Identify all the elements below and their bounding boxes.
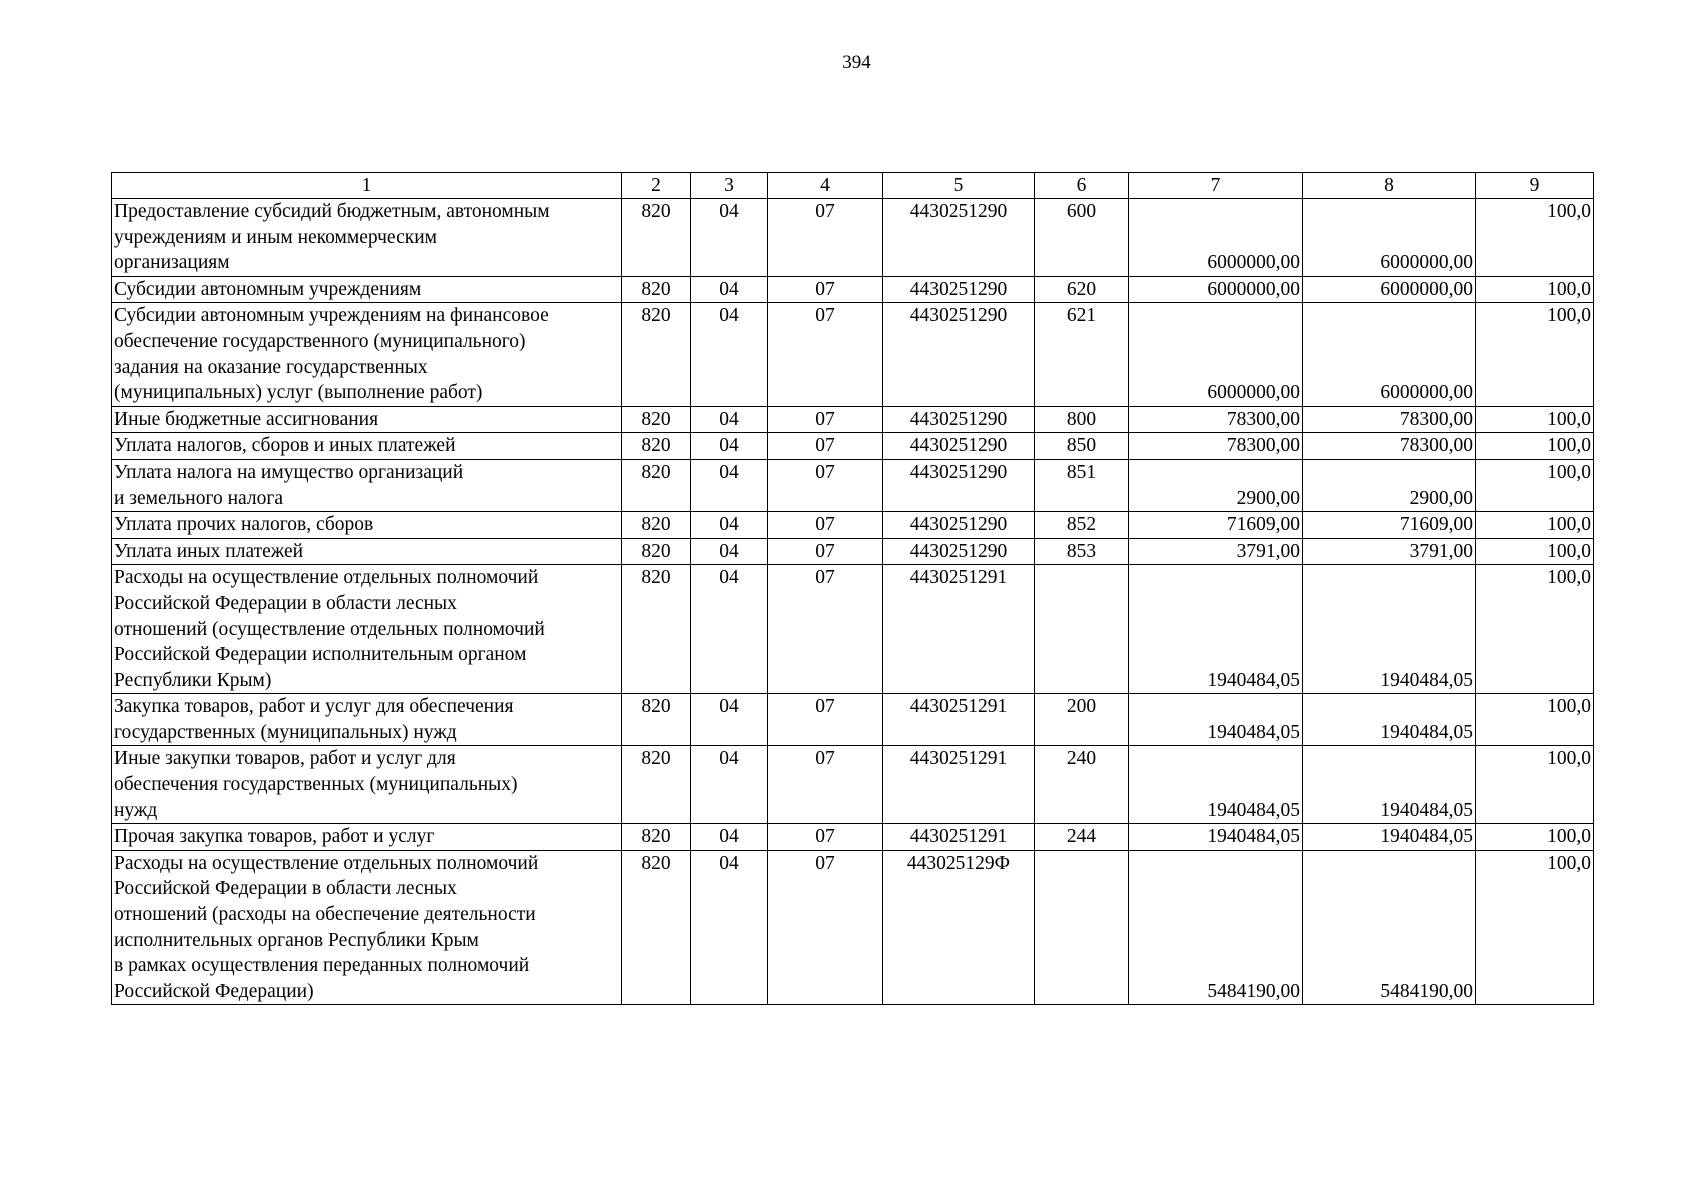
target-article-cell: 443025129Ф bbox=[883, 850, 1035, 1005]
section-code-cell: 04 bbox=[691, 199, 768, 277]
ved-code-cell: 820 bbox=[622, 303, 691, 406]
target-article-cell: 4430251290 bbox=[883, 406, 1035, 433]
row-name-cell: Закупка товаров, работ и услуг для обеспечения государственных (муниципальных) нужд bbox=[112, 694, 622, 746]
execution-percent-cell: 100,0 bbox=[1476, 850, 1594, 1005]
subsection-code-cell: 07 bbox=[768, 538, 883, 565]
table-row bbox=[112, 850, 1594, 1005]
row-name-cell: Субсидии автономным учреждениям на финансовое обеспечение государственного (муниципального) задания на оказание государственных (муниципальных) услуг (выполнение работ) bbox=[112, 303, 622, 406]
executed-amount-cell: 6000000,00 bbox=[1303, 276, 1476, 303]
planned-amount-cell: 1940484,05 bbox=[1129, 694, 1303, 746]
subsection-code-cell: 07 bbox=[768, 433, 883, 460]
column-header: 3 bbox=[691, 173, 768, 199]
target-article-cell: 4430251290 bbox=[883, 276, 1035, 303]
expense-type-cell: 621 bbox=[1035, 303, 1129, 406]
execution-percent-cell: 100,0 bbox=[1476, 303, 1594, 406]
table-row bbox=[112, 824, 1594, 851]
executed-amount-cell: 2900,00 bbox=[1303, 459, 1476, 511]
executed-amount-cell: 78300,00 bbox=[1303, 406, 1476, 433]
target-article-cell: 4430251291 bbox=[883, 746, 1035, 824]
planned-amount-cell: 6000000,00 bbox=[1129, 199, 1303, 277]
row-name-cell: Уплата иных платежей bbox=[112, 538, 622, 565]
table-row bbox=[112, 303, 1594, 406]
planned-amount-cell: 78300,00 bbox=[1129, 406, 1303, 433]
executed-amount-cell: 1940484,05 bbox=[1303, 824, 1476, 851]
table-header-row bbox=[112, 173, 1594, 199]
table-row bbox=[112, 406, 1594, 433]
subsection-code-cell: 07 bbox=[768, 746, 883, 824]
row-name-cell: Уплата налога на имущество организаций и земельного налога bbox=[112, 459, 622, 511]
planned-amount-cell: 5484190,00 bbox=[1129, 850, 1303, 1005]
ved-code-cell: 820 bbox=[622, 276, 691, 303]
planned-amount-cell: 1940484,05 bbox=[1129, 824, 1303, 851]
expense-type-cell: 244 bbox=[1035, 824, 1129, 851]
section-code-cell: 04 bbox=[691, 694, 768, 746]
section-code-cell: 04 bbox=[691, 276, 768, 303]
expense-type-cell: 851 bbox=[1035, 459, 1129, 511]
section-code-cell: 04 bbox=[691, 303, 768, 406]
ved-code-cell: 820 bbox=[622, 199, 691, 277]
row-name-cell: Субсидии автономным учреждениям bbox=[112, 276, 622, 303]
planned-amount-cell: 1940484,05 bbox=[1129, 746, 1303, 824]
column-header: 9 bbox=[1476, 173, 1594, 199]
ved-code-cell: 820 bbox=[622, 694, 691, 746]
executed-amount-cell: 1940484,05 bbox=[1303, 565, 1476, 694]
row-name-cell: Прочая закупка товаров, работ и услуг bbox=[112, 824, 622, 851]
executed-amount-cell: 6000000,00 bbox=[1303, 199, 1476, 277]
section-code-cell: 04 bbox=[691, 850, 768, 1005]
row-name-cell: Предоставление субсидий бюджетным, автономным учреждениям и иным некоммерческим организациям bbox=[112, 199, 622, 277]
target-article-cell: 4430251290 bbox=[883, 459, 1035, 511]
target-article-cell: 4430251291 bbox=[883, 824, 1035, 851]
subsection-code-cell: 07 bbox=[768, 276, 883, 303]
table-row bbox=[112, 276, 1594, 303]
planned-amount-cell: 71609,00 bbox=[1129, 512, 1303, 539]
target-article-cell: 4430251290 bbox=[883, 538, 1035, 565]
expense-type-cell: 853 bbox=[1035, 538, 1129, 565]
expense-type-cell: 600 bbox=[1035, 199, 1129, 277]
executed-amount-cell: 3791,00 bbox=[1303, 538, 1476, 565]
subsection-code-cell: 07 bbox=[768, 850, 883, 1005]
executed-amount-cell: 6000000,00 bbox=[1303, 303, 1476, 406]
target-article-cell: 4430251290 bbox=[883, 303, 1035, 406]
subsection-code-cell: 07 bbox=[768, 512, 883, 539]
ved-code-cell: 820 bbox=[622, 433, 691, 460]
planned-amount-cell: 6000000,00 bbox=[1129, 276, 1303, 303]
column-header: 2 bbox=[622, 173, 691, 199]
planned-amount-cell: 3791,00 bbox=[1129, 538, 1303, 565]
table-row bbox=[112, 199, 1594, 277]
expense-type-cell bbox=[1035, 850, 1129, 1005]
target-article-cell: 4430251291 bbox=[883, 565, 1035, 694]
ved-code-cell: 820 bbox=[622, 512, 691, 539]
column-header: 6 bbox=[1035, 173, 1129, 199]
expense-type-cell: 800 bbox=[1035, 406, 1129, 433]
execution-percent-cell: 100,0 bbox=[1476, 565, 1594, 694]
section-code-cell: 04 bbox=[691, 746, 768, 824]
budget-table bbox=[111, 172, 1594, 1005]
planned-amount-cell: 1940484,05 bbox=[1129, 565, 1303, 694]
expense-type-cell: 620 bbox=[1035, 276, 1129, 303]
table-row bbox=[112, 512, 1594, 539]
table-row bbox=[112, 694, 1594, 746]
section-code-cell: 04 bbox=[691, 824, 768, 851]
ved-code-cell: 820 bbox=[622, 824, 691, 851]
execution-percent-cell: 100,0 bbox=[1476, 538, 1594, 565]
target-article-cell: 4430251290 bbox=[883, 433, 1035, 460]
expense-type-cell: 240 bbox=[1035, 746, 1129, 824]
execution-percent-cell: 100,0 bbox=[1476, 433, 1594, 460]
execution-percent-cell: 100,0 bbox=[1476, 694, 1594, 746]
target-article-cell: 4430251290 bbox=[883, 512, 1035, 539]
subsection-code-cell: 07 bbox=[768, 406, 883, 433]
table-row bbox=[112, 565, 1594, 694]
expense-type-cell: 200 bbox=[1035, 694, 1129, 746]
planned-amount-cell: 6000000,00 bbox=[1129, 303, 1303, 406]
section-code-cell: 04 bbox=[691, 565, 768, 694]
execution-percent-cell: 100,0 bbox=[1476, 746, 1594, 824]
row-name-cell: Расходы на осуществление отдельных полномочий Российской Федерации в области лесных отношений (расходы на обеспечение деятельности исполнительных органов Республики Крым в рамках осуществления переданных полномочий Российской Федерации) bbox=[112, 850, 622, 1005]
execution-percent-cell: 100,0 bbox=[1476, 276, 1594, 303]
ved-code-cell: 820 bbox=[622, 459, 691, 511]
expense-type-cell bbox=[1035, 565, 1129, 694]
executed-amount-cell: 5484190,00 bbox=[1303, 850, 1476, 1005]
execution-percent-cell: 100,0 bbox=[1476, 406, 1594, 433]
target-article-cell: 4430251290 bbox=[883, 199, 1035, 277]
ved-code-cell: 820 bbox=[622, 406, 691, 433]
table-row bbox=[112, 459, 1594, 511]
table-row bbox=[112, 746, 1594, 824]
subsection-code-cell: 07 bbox=[768, 565, 883, 694]
row-name-cell: Расходы на осуществление отдельных полномочий Российской Федерации в области лесных отношений (осуществление отдельных полномочий Российской Федерации исполнительным органом Республики Крым) bbox=[112, 565, 622, 694]
execution-percent-cell: 100,0 bbox=[1476, 512, 1594, 539]
table-row bbox=[112, 538, 1594, 565]
row-name-cell: Иные закупки товаров, работ и услуг для обеспечения государственных (муниципальных) нужд bbox=[112, 746, 622, 824]
subsection-code-cell: 07 bbox=[768, 694, 883, 746]
ved-code-cell: 820 bbox=[622, 538, 691, 565]
subsection-code-cell: 07 bbox=[768, 459, 883, 511]
expense-type-cell: 852 bbox=[1035, 512, 1129, 539]
planned-amount-cell: 2900,00 bbox=[1129, 459, 1303, 511]
section-code-cell: 04 bbox=[691, 406, 768, 433]
column-header: 5 bbox=[883, 173, 1035, 199]
executed-amount-cell: 1940484,05 bbox=[1303, 694, 1476, 746]
ved-code-cell: 820 bbox=[622, 850, 691, 1005]
table-row bbox=[112, 433, 1594, 460]
executed-amount-cell: 78300,00 bbox=[1303, 433, 1476, 460]
ved-code-cell: 820 bbox=[622, 746, 691, 824]
column-header: 1 bbox=[112, 173, 622, 199]
target-article-cell: 4430251291 bbox=[883, 694, 1035, 746]
section-code-cell: 04 bbox=[691, 538, 768, 565]
row-name-cell: Уплата прочих налогов, сборов bbox=[112, 512, 622, 539]
column-header: 4 bbox=[768, 173, 883, 199]
row-name-cell: Иные бюджетные ассигнования bbox=[112, 406, 622, 433]
section-code-cell: 04 bbox=[691, 512, 768, 539]
execution-percent-cell: 100,0 bbox=[1476, 459, 1594, 511]
executed-amount-cell: 1940484,05 bbox=[1303, 746, 1476, 824]
executed-amount-cell: 71609,00 bbox=[1303, 512, 1476, 539]
execution-percent-cell: 100,0 bbox=[1476, 199, 1594, 277]
section-code-cell: 04 bbox=[691, 433, 768, 460]
ved-code-cell: 820 bbox=[622, 565, 691, 694]
expense-type-cell: 850 bbox=[1035, 433, 1129, 460]
subsection-code-cell: 07 bbox=[768, 824, 883, 851]
execution-percent-cell: 100,0 bbox=[1476, 824, 1594, 851]
section-code-cell: 04 bbox=[691, 459, 768, 511]
column-header: 7 bbox=[1129, 173, 1303, 199]
row-name-cell: Уплата налогов, сборов и иных платежей bbox=[112, 433, 622, 460]
subsection-code-cell: 07 bbox=[768, 303, 883, 406]
table-body bbox=[112, 173, 1594, 1005]
column-header: 8 bbox=[1303, 173, 1476, 199]
page-number: 394 bbox=[842, 52, 871, 73]
planned-amount-cell: 78300,00 bbox=[1129, 433, 1303, 460]
subsection-code-cell: 07 bbox=[768, 199, 883, 277]
